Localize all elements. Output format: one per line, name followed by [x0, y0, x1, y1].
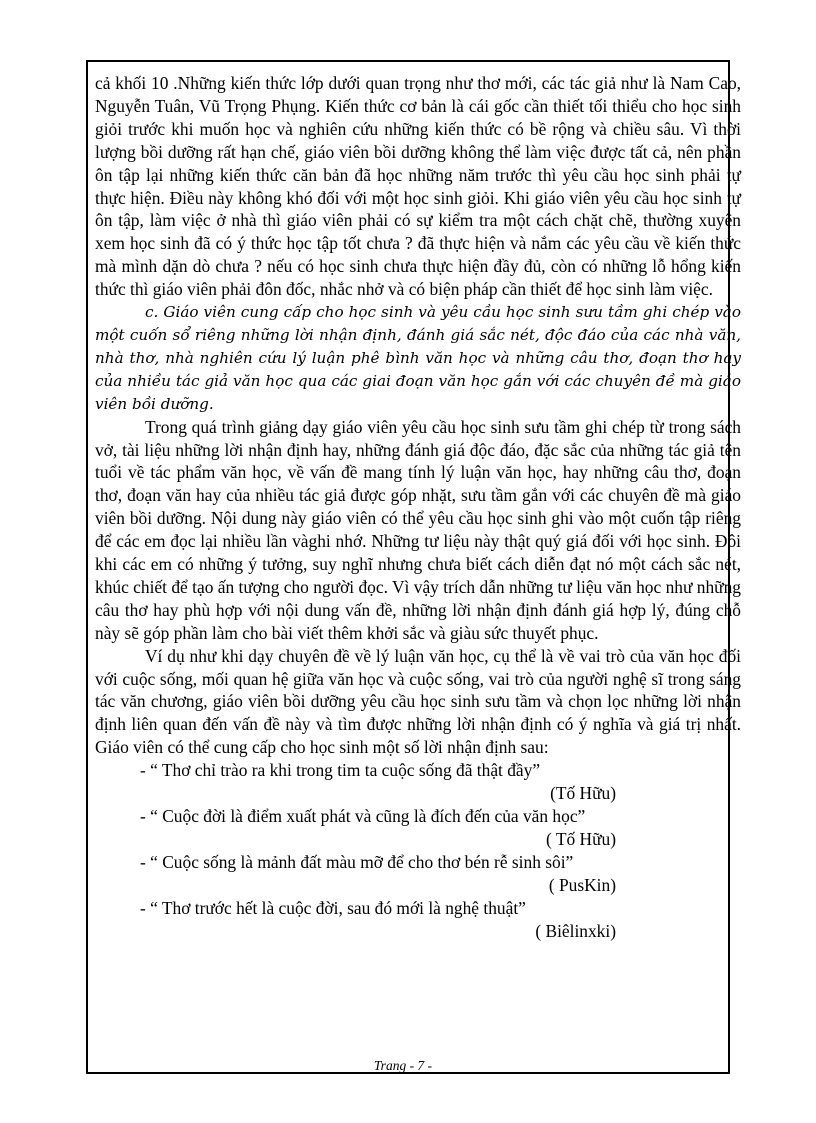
quote-author: (Tố Hữu)	[550, 783, 616, 804]
quote-author: ( Tố Hữu)	[546, 828, 616, 849]
quote-text: - “ Cuộc sống là mảnh đất màu mỡ để cho thơ bén rễ sinh sôi”	[140, 851, 574, 872]
quote-text: - “ Cuộc đời là điểm xuất phát và cũng là đích đến của văn học”	[140, 806, 586, 826]
paragraph-collecting: Trong quá trình giảng dạy giáo viên yêu cầu học sinh sưu tầm ghi chép từ trong sách vở, tài liệu những lời nhận định hay, những đánh giá độc đáo, đặc sắc của những tác giả tên tuổi về tác phẩm văn học, về vấn đề mang tính lý luận văn học, hay những câu thơ, đoạn thơ, đoạn văn hay của nhiều tác giả được góp nhặt, sưu tầm gắn với các chuyên đề mà giáo viên bồi dưỡng. Nội dung này giáo viên có thể yêu cầu học sinh ghi vào một cuốn tập riêng để các em đọc lại nhiều lần vàghi nhớ. Những tư liệu này thật quý giá đối với học sinh. Đôi khi các em có những ý tưởng, suy nghĩ nhưng chưa biết cách diễn đạt nó một cách sắc nét, khúc chiết để tạo ấn tượng cho người đọc. Vì vậy trích dẫn những tư liệu văn học như những câu thơ hay phù hợp với nội dung vấn đề, những lời nhận định đánh giá hợp lý, đúng chỗ này sẽ góp phần làm cho bài viết thêm khởi sắc và giàu sức thuyết phục.	[95, 416, 741, 643]
paragraph-example: Ví dụ như khi dạy chuyên đề về lý luận văn học, cụ thể là về vai trò của văn học đối với cuộc sống, mối quan hệ giữa văn học và cuộc sống, vai trò của người nghệ sĩ trong sáng tác văn chương, giáo viên bồi dưỡng yêu cầu học sinh sưu tầm và chọn lọc những lời nhận định liên quan đến vấn đề này và tìm được những lời nhận định có ý nghĩa và giá trị nhất. Giáo viên có thể cung cấp cho học sinh một số lời nhận định sau:	[95, 645, 741, 758]
quote-author: ( Biêlinxki)	[535, 920, 616, 941]
paragraph-continuation: cả khối 10 .Những kiến thức lớp dưới quan trọng như thơ mới, các tác giả như là Nam Cao, Nguyễn Tuân, Vũ Trọng Phụng. Kiến thức cơ bản là cái gốc cần thiết tối thiểu cho học sinh giỏi trước khi muốn học và nghiên cứu những kiến thức có bề rộng và chiều sâu. Vì thời lượng bồi dưỡng rất hạn chế, giáo viên bồi dưỡng không thể làm việc được tất cả, nên phần ôn tập lại những kiến thức căn bản đã học những năm trước thì yêu cầu học sinh phải tự thực hiện. Điều này không khó đối với một học sinh giỏi. Khi giáo viên yêu cầu học sinh tự ôn tập, làm việc ở nhà thì giáo viên phải có sự kiểm tra một cách chặt chẽ, thường xuyên xem học sinh đã có ý thức học tập tốt chưa ? đã thực hiện và nắm các yêu cầu về kiến thức mà mình dặn dò chưa ? nếu có học sinh chưa thực hiện đầy đủ, còn có những lỗ hổng kiến thức thì giáo viên phải đôn đốc, nhắc nhở và có biện pháp cần thiết để học sinh làm việc.	[95, 73, 741, 300]
quote-text: - “ Thơ trước hết là cuộc đời, sau đó mới là nghệ thuật”	[140, 897, 526, 918]
quote-author: ( PusKin)	[548, 874, 616, 895]
quote-text: - “ Thơ chỉ trào ra khi trong tim ta cuộc sống đã thật đầy”	[140, 760, 541, 781]
page-footer	[0, 1058, 816, 1074]
page-number: Trang - 7 -	[373, 1058, 433, 1073]
page-content	[95, 72, 741, 942]
section-c-heading: c. Giáo viên cung cấp cho học sinh và yêu cầu học sinh sưu tầm ghi chép vào một cuốn sổ riêng những lời nhận định, đánh giá sắc nét, độc đáo của các nhà văn, nhà thơ, nhà nghiên cứu lý luận phê bình văn học và những câu thơ, đoạn thơ hay của nhiều tác giả văn học qua các giai đoạn văn học gắn với các chuyên đề mà giáo viên bồi dưỡng.	[95, 303, 741, 413]
